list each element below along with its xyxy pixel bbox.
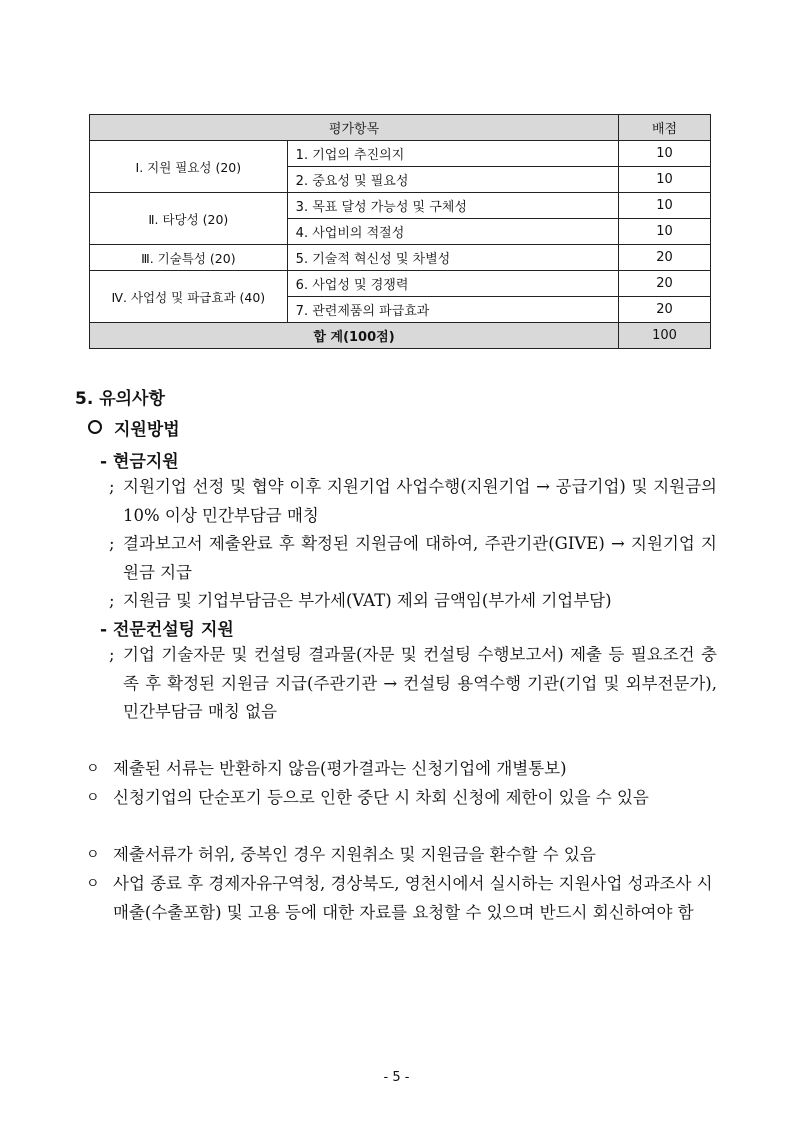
score-cell: 20 bbox=[619, 271, 711, 297]
header-item: 평가항목 bbox=[90, 115, 619, 141]
page-number: - 5 - bbox=[383, 1070, 410, 1085]
category-cell: Ⅰ. 지원 필요성 (20) bbox=[90, 141, 288, 193]
item-mark: ; bbox=[109, 477, 115, 496]
item-cell: 1. 기업의 추진의지 bbox=[287, 141, 618, 167]
circle-mark: ㅇ bbox=[86, 790, 100, 806]
table-header-row bbox=[90, 115, 711, 141]
score-cell: 20 bbox=[619, 245, 711, 271]
score-cell: 20 bbox=[619, 297, 711, 323]
item-mark: ; bbox=[109, 591, 115, 610]
note-item bbox=[86, 841, 717, 870]
circle-bullet-icon bbox=[88, 420, 102, 434]
circle-mark: ㅇ bbox=[86, 847, 100, 863]
note-text: 신청기업의 단순포기 등으로 인한 중단 시 차회 신청에 제한이 있을 수 있음 bbox=[113, 788, 649, 807]
method-heading bbox=[88, 415, 180, 440]
consulting-support-heading: - 전문컨설팅 지원 bbox=[100, 620, 234, 640]
circle-mark: ㅇ bbox=[86, 761, 100, 777]
cash-item-text: 지원기업 선정 및 협약 이후 지원기업 사업수행(지원기업 → 공급기업) 및 지원금의 10% 이상 민간부담금 매칭 bbox=[123, 477, 717, 525]
consulting-item-text: 기업 기술자문 및 컨설팅 결과물(자문 및 컨설팅 수행보고서) 제출 등 필요조건 충족 후 확정된 지원금 지급(주관기관 → 컨설팅 용역수행 기관(기업 및 외부전문가), 민간부담금 매칭 없음 bbox=[123, 645, 717, 721]
score-cell: 10 bbox=[619, 141, 711, 167]
item-cell: 3. 목표 달성 가능성 및 구체성 bbox=[287, 193, 618, 219]
cash-item-text: 지원금 및 기업부담금은 부가세(VAT) 제외 금액임(부가세 기업부담) bbox=[123, 591, 612, 610]
table-row bbox=[90, 271, 711, 297]
note-text: 사업 종료 후 경제자유구역청, 경상북도, 영천시에서 실시하는 지원사업 성과조사 시 매출(수출포함) 및 고용 등에 대한 자료를 요청할 수 있으며 반드시 회신하여야 함 bbox=[113, 874, 713, 922]
item-cell: 2. 중요성 및 필요성 bbox=[287, 167, 618, 193]
note-item bbox=[86, 870, 717, 927]
table-row bbox=[90, 141, 711, 167]
circle-mark: ㅇ bbox=[86, 876, 100, 892]
item-cell: 5. 기술적 혁신성 및 차별성 bbox=[287, 245, 618, 271]
item-cell: 4. 사업비의 적절성 bbox=[287, 219, 618, 245]
score-cell: 10 bbox=[619, 219, 711, 245]
score-cell: 10 bbox=[619, 193, 711, 219]
cash-item-text: 결과보고서 제출완료 후 확정된 지원금에 대하여, 주관기관(GIVE) → 지원기업 지원금 지급 bbox=[123, 534, 717, 582]
note-item bbox=[86, 755, 717, 784]
table-row bbox=[90, 193, 711, 219]
cash-item bbox=[109, 530, 717, 587]
note-text: 제출서류가 허위, 중복인 경우 지원취소 및 지원금을 환수할 수 있음 bbox=[113, 845, 596, 864]
note-item bbox=[86, 784, 717, 813]
evaluation-table bbox=[89, 114, 711, 349]
method-title: 지원방법 bbox=[114, 420, 180, 440]
category-cell: Ⅱ. 타당성 (20) bbox=[90, 193, 288, 245]
note-text: 제출된 서류는 반환하지 않음(평가결과는 신청기업에 개별통보) bbox=[113, 759, 567, 778]
section-title: 5. 유의사항 bbox=[75, 389, 165, 409]
item-cell: 6. 사업성 및 경쟁력 bbox=[287, 271, 618, 297]
total-score: 100 bbox=[619, 323, 711, 349]
score-cell: 10 bbox=[619, 167, 711, 193]
cash-item bbox=[109, 587, 717, 616]
category-cell: Ⅲ. 기술특성 (20) bbox=[90, 245, 288, 271]
cash-item bbox=[109, 473, 717, 530]
item-mark: ; bbox=[109, 645, 115, 664]
header-score: 배점 bbox=[619, 115, 711, 141]
table-row bbox=[90, 245, 711, 271]
item-cell: 7. 관련제품의 파급효과 bbox=[287, 297, 618, 323]
category-cell: Ⅳ. 사업성 및 파급효과 (40) bbox=[90, 271, 288, 323]
item-mark: ; bbox=[109, 534, 115, 553]
total-label: 합 계(100점) bbox=[90, 323, 619, 349]
consulting-item bbox=[109, 641, 717, 727]
total-row bbox=[90, 323, 711, 349]
cash-support-heading: - 현금지원 bbox=[100, 452, 179, 472]
